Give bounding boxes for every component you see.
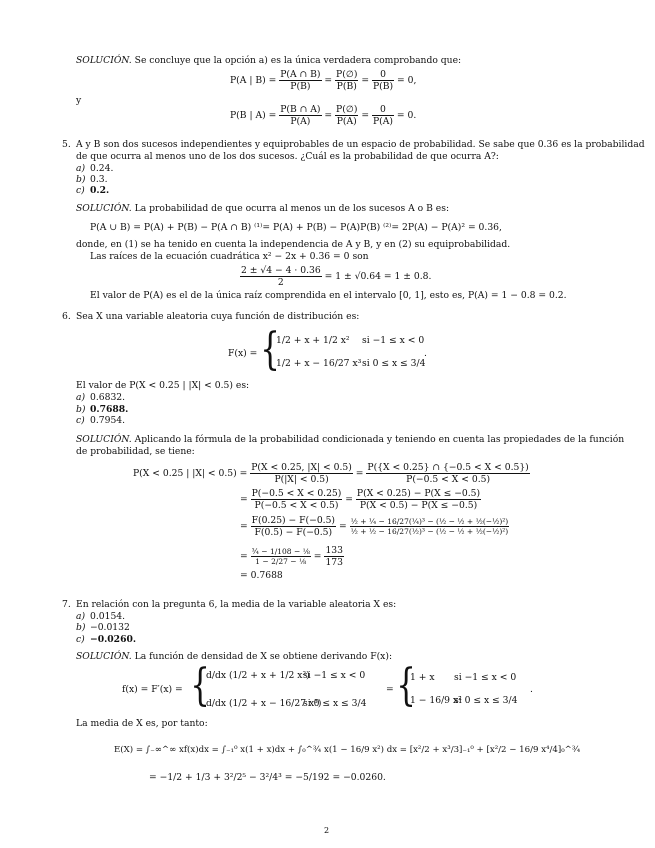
- q7-statement: [62, 599, 396, 611]
- q7-d1: d/dx (1/2 + x + 1/2 x²): [206, 670, 310, 681]
- q6-stmt: Sea X una variable aleatoria cuya función de distribución es:: [76, 311, 360, 322]
- q5-roots: [240, 265, 431, 288]
- q5-statement-2: de que ocurra al menos uno de los dos sucesos. ¿Cuál es la probabilidad de que ocurra A?:: [76, 151, 499, 162]
- roots-rest: = 1 ± √0.64 = 1 ± 0.8.: [324, 271, 432, 282]
- q5-sol-text: La probabilidad de que ocurra al menos un de los sucesos A o B es:: [131, 203, 450, 214]
- page-number: 2: [324, 826, 330, 835]
- eq2-frac2: $\frac{P(\emptyset)}{P(A)}$: [336, 104, 358, 127]
- q7-f-lhs: f(x) = F′(x) =: [122, 684, 183, 695]
- q7-expectation-line2: = −1/2 + 1/3 + 3²/2⁵ − 3²/4³ = −5/192 = −0.0260.: [149, 772, 386, 783]
- q6-derivation-row4: = $\frac{\text{¾ − 1/108 − ⅛}}{\text{1 − 2/27 − ⅛}}$ = $\frac{133}{173}$: [240, 545, 343, 568]
- q5-statement-1: [62, 139, 645, 151]
- q7-number: 7.: [62, 599, 71, 610]
- r3-frac2: $\frac{\text{½ + ¼ − 16/27(¼)³ − (½ − ½ + ½(−½)²)}}{\text{½ + ½ − 16/27(½)³ − (½ − ½ + ½(−½)²)}}$: [350, 517, 509, 536]
- solution-label: SOLUCIÓN.: [76, 55, 132, 66]
- q7-solution-line: [76, 651, 392, 663]
- r4-frac1: $\frac{\text{¾ − 1/108 − ⅛}}{\text{1 − 2/27 − ⅛}}$: [251, 547, 310, 566]
- solution-label: SOLUCIÓN.: [76, 651, 132, 662]
- q7-r2: 1 − 16/9 x²: [410, 695, 462, 706]
- eq1-frac2: $\frac{P(\emptyset)}{P(B)}$: [336, 69, 358, 92]
- q6-option-b: b) 0.7688.: [76, 404, 129, 415]
- q6-case2: 1/2 + x − 16/27 x³: [276, 358, 362, 369]
- q6-derivation-row5: = 0.7688: [240, 570, 283, 581]
- q6-statement: [62, 311, 359, 323]
- eq1-lhs: P(A | B) =: [230, 75, 277, 86]
- r1-lhs: P(X < 0.25 | |X| < 0.5) =: [133, 468, 248, 479]
- r2-frac1: $\frac{P(-0.5 < X < 0.25)}{P(-0.5 < X < 0.5)}$: [251, 488, 342, 511]
- intro-y: y: [76, 95, 82, 106]
- q7-option-a: a) 0.0154.: [76, 611, 126, 622]
- q5-union-equation: P(A ∪ B) = P(A) + P(B) − P(A ∩ B) ⁽¹⁾= P(A) + P(B) − P(A)P(B) ⁽²⁾= 2P(A) − P(A)² = 0.36,: [90, 222, 502, 233]
- r2-frac2: $\frac{P(X < 0.25) - P(X \le -0.5)}{P(X < 0.5) - P(X \le -0.5)}$: [356, 488, 481, 511]
- q7-period: .: [530, 684, 533, 695]
- q6-question: El valor de P(X < 0.25 | |X| < 0.5) es:: [76, 380, 250, 391]
- q6-case1-cond: si −1 ≤ x < 0: [362, 335, 425, 346]
- q5-line2: donde, en (1) se ha tenido en cuenta la independencia de A y B, y en (2) su equiprobabilidad.: [76, 239, 511, 250]
- q6-derivation-row3: = $\frac{F(0.25) - F(-0.5)}{F(0.5) - F(-0.5)}$ = $\frac{\text{½ + ¼ − 16/27(¼)³ − (½ − ½ + ½(−½)²)}}{\text{½ + ½ − 16/27(½)³ − (½ − ½ + ½(−½)²)}}$: [240, 515, 509, 538]
- q7-d2: d/dx (1/2 + x − 16/27 x³): [206, 698, 322, 709]
- q5-option-a: a) 0.24.: [76, 163, 114, 174]
- q7-sol-text: La función de densidad de X se obtiene derivando F(x):: [131, 651, 393, 662]
- q7-d2-cond: si 0 ≤ x ≤ 3/4: [303, 698, 367, 709]
- q7-expectation-line1: E(X) = ∫₋∞^∞ xf(x)dx = ∫₋₁⁰ x(1 + x)dx + ∫₀^¾ x(1 − 16/9 x²) dx = [x²/2 + x³/3]₋₁⁰ + [x²/2 − 16/9 x⁴/4]₀^¾: [114, 745, 581, 755]
- eq1-frac3: $\frac{0}{P(B)}$: [372, 69, 394, 92]
- eq2-end: = 0.: [396, 110, 417, 121]
- q7-r1-cond: si −1 ≤ x < 0: [454, 672, 517, 683]
- r4-frac2: $\frac{133}{173}$: [325, 545, 343, 568]
- left-brace: {: [260, 324, 280, 375]
- q5-option-b: b) 0.3.: [76, 174, 108, 185]
- q7-d1-cond: si −1 ≤ x < 0: [303, 670, 366, 681]
- q7-mean-text: La media de X es, por tanto:: [76, 718, 208, 729]
- q6-case1: 1/2 + x + 1/2 x²: [276, 335, 350, 346]
- q6-derivation-row2: = $\frac{P(-0.5 < X < 0.25)}{P(-0.5 < X < 0.5)}$ = $\frac{P(X < 0.25) - P(X \le -0.5)}{P(X < 0.5) - P(X \le -0.5)}$: [240, 488, 481, 511]
- r1-frac2: $\frac{P(\{X < 0.25\} \cap \{-0.5 < X < 0.5\})}{P(-0.5 < X < 0.5)}$: [367, 462, 529, 485]
- left-brace: {: [190, 660, 210, 711]
- r3-frac1: $\frac{F(0.25) - F(-0.5)}{F(0.5) - F(-0.5)}$: [251, 515, 336, 538]
- q6-solution-line2: de probabilidad, se tiene:: [76, 446, 195, 457]
- solution-label: SOLUCIÓN.: [76, 434, 132, 445]
- q6-case2-cond: si 0 ≤ x ≤ 3/4: [362, 358, 426, 369]
- q6-option-c: c) 0.7954.: [76, 415, 126, 426]
- q5-solution-line: [76, 203, 449, 215]
- eq2-frac3: $\frac{0}{P(A)}$: [372, 104, 393, 127]
- q7-option-c: c) −0.0260.: [76, 634, 137, 645]
- q7-r2-cond: si 0 ≤ x ≤ 3/4: [454, 695, 518, 706]
- intro-eq1: P(A | B) = $\frac{P(A \cap B)}{P(B)}$ = $\frac{P(\emptyset)}{P(B)}$ = $\frac{0}{P(B)}$ = 0,: [230, 69, 417, 92]
- q5-line4: El valor de P(A) es el de la única raíz comprendida en el intervalo [0, 1], esto es, P(A) = 1 − 0.8 = 0.2.: [90, 290, 567, 301]
- q7-equals: =: [386, 684, 394, 695]
- eq2-lhs: P(B | A) =: [230, 110, 277, 121]
- q7-option-b: b) −0.0132: [76, 622, 130, 633]
- q5-option-c: c) 0.2.: [76, 185, 110, 196]
- q6-number: 6.: [62, 311, 71, 322]
- q6-option-a: a) 0.6832.: [76, 392, 126, 403]
- intro-solution-line: [76, 55, 461, 67]
- roots-frac: $\frac{2 \pm √4 - 4 \cdot 0.36}{2}$: [241, 265, 321, 288]
- q6-sol-text1: Aplicando la fórmula de la probabilidad condicionada y teniendo en cuenta las propiedades de la función: [131, 434, 625, 445]
- left-brace: {: [396, 660, 416, 711]
- r1-frac1: $\frac{P(X < 0.25, |X| < 0.5)}{P(|X| < 0.5)}$: [251, 462, 352, 485]
- q6-F-lhs: F(x) =: [228, 348, 258, 359]
- q6-solution-line1: [76, 434, 624, 446]
- eq1-end: = 0,: [396, 75, 417, 86]
- intro-eq2: P(B | A) = $\frac{P(B \cap A)}{P(A)}$ = $\frac{P(\emptyset)}{P(A)}$ = $\frac{0}{P(A)}$ = 0.: [230, 104, 417, 127]
- intro-text: Se concluye que la opción a) es la única verdadera comprobando que:: [131, 55, 462, 66]
- eq2-frac1: $\frac{P(B \cap A)}{P(A)}$: [280, 104, 321, 127]
- eq1-frac1: $\frac{P(A \cap B)}{P(B)}$: [280, 69, 321, 92]
- q6-period: .: [424, 348, 427, 359]
- q7-stmt: En relación con la pregunta 6, la media de la variable aleatoria X es:: [76, 599, 397, 610]
- q5-stmt1: A y B son dos sucesos independientes y equiprobables de un espacio de probabilidad. Se sabe que 0.36 es la probabilidad: [76, 139, 645, 150]
- q5-number: 5.: [62, 139, 71, 150]
- q7-r1: 1 + x: [410, 672, 435, 683]
- q5-line3: Las raíces de la ecuación cuadrática x² − 2x + 0.36 = 0 son: [90, 251, 369, 262]
- solution-label: SOLUCIÓN.: [76, 203, 132, 214]
- q6-derivation-row1: P(X < 0.25 | |X| < 0.5) = $\frac{P(X < 0.25, |X| < 0.5)}{P(|X| < 0.5)}$ = $\frac{P(\{X < 0.25\} \cap \{-0.5 < X < 0.5\})}{P(-0.5 < X < 0.5)}$: [133, 462, 529, 485]
